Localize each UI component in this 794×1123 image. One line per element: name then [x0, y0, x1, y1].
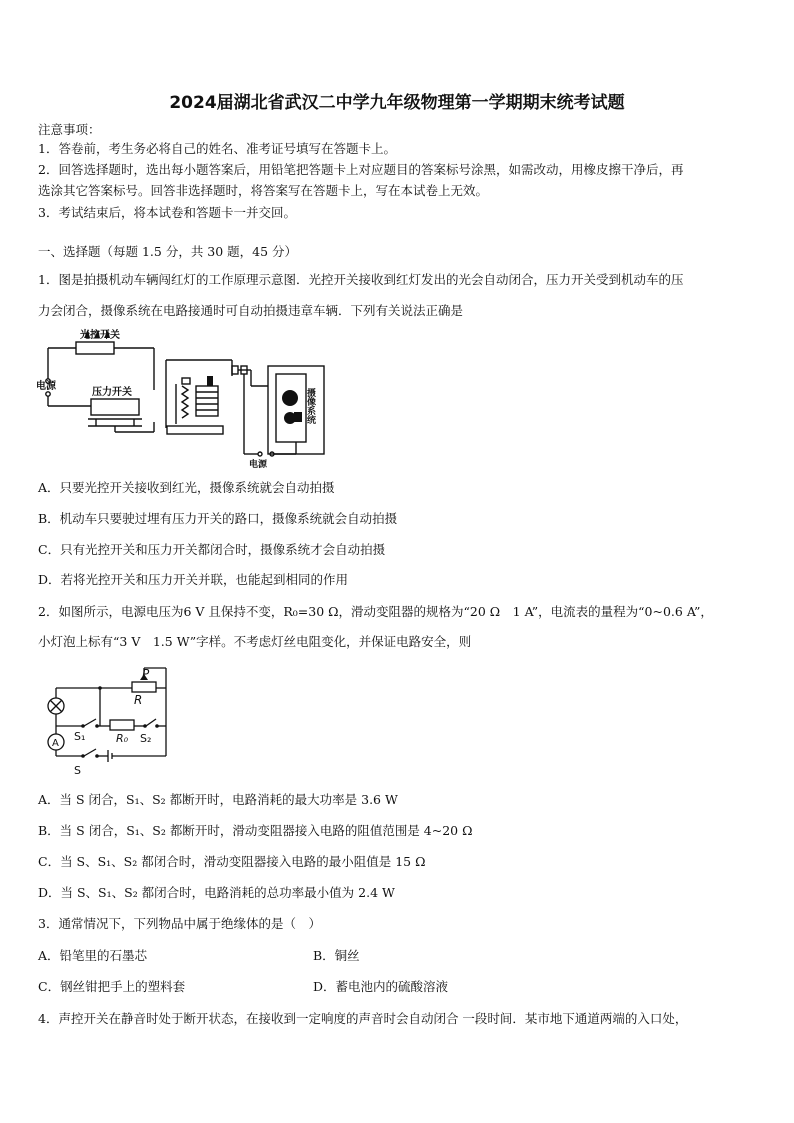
- q3-stem: 3．通常情况下，下列物品中属于绝缘体的是（ ）: [38, 916, 321, 931]
- pressure-switch-label: 压力开关: [92, 387, 132, 398]
- notice-heading: 注意事项：: [38, 122, 101, 137]
- notice-item: 1．答卷前，考生务必将自己的姓名、准考证号填写在答题卡上。: [38, 141, 396, 156]
- section-heading: 一、选择题（每题 1.5 分，共 30 题，45 分）: [38, 244, 298, 259]
- page-title: 2024届湖北省武汉二中学九年级物理第一学期期末统考试题: [169, 93, 625, 113]
- power-label: 电源: [249, 460, 268, 470]
- q1-option-a: A．只要光控开关接收到红光，摄像系统就会自动拍摄: [38, 480, 335, 495]
- q4-stem: 4．声控开关在静音时处于断开状态，在接收到一定响度的声音时会自动闭合 一段时间．某市地下通道两端的入口处，: [38, 1011, 688, 1026]
- q2-circuit-diagram: [36, 664, 176, 778]
- q3-option-d: D．蓄电池内的硫酸溶液: [313, 979, 449, 994]
- light-switch-label: 光控开关: [80, 330, 120, 341]
- q1-stem: 1．图是拍摄机动车辆闯红灯的工作原理示意图．光控开关接收到红灯发出的光会自动闭合，压力开关受到机动车的压: [38, 272, 684, 287]
- notice-item: 3．考试结束后，将本试卷和答题卡一并交回。: [38, 205, 296, 220]
- notice-item: 选涂其它答案标号。回答非选择题时，将答案写在答题卡上，写在本试卷上无效。: [38, 183, 489, 198]
- switch-s1-label: S₁: [74, 730, 86, 743]
- resistor-r0-label: R₀: [116, 732, 129, 745]
- q1-circuit-diagram: [36, 326, 336, 471]
- notice-item: 2．回答选择题时，选出每小题答案后，用铅笔把答题卡上对应题目的答案标号涂黑，如需改动，用橡皮擦干净后，再: [38, 162, 684, 177]
- power-label: 电源: [36, 381, 56, 392]
- q3-option-c: C．钢丝钳把手上的塑料套: [38, 979, 186, 994]
- q1-option-b: B．机动车只要驶过埋有压力开关的路口，摄像系统就会自动拍摄: [38, 511, 398, 526]
- switch-s2-label: S₂: [140, 732, 152, 745]
- q1-stem: 力会闭合，摄像系统在电路接通时可自动拍摄违章车辆．下列有关说法正确是: [38, 303, 464, 318]
- camera-label: 摄像系统: [305, 388, 315, 424]
- q1-option-d: D．若将光控开关和压力开关并联，也能起到相同的作用: [38, 572, 349, 587]
- q3-option-b: B．铜丝: [313, 948, 360, 963]
- q2-option-d: D．当 S、S₁、S₂ 都闭合时，电路消耗的总功率最小值为 2.4 W: [38, 885, 395, 900]
- switch-s-label: S: [74, 764, 81, 777]
- q2-stem: 小灯泡上标有“3 V 1.5 W”字样。不考虑灯丝电阻变化，并保证电路安全，则: [38, 634, 472, 649]
- slider-p-label: P: [142, 667, 150, 681]
- q2-option-b: B．当 S 闭合，S₁、S₂ 都断开时，滑动变阻器接入电路的阻值范围是 4~20 Ω: [38, 823, 473, 838]
- q2-option-a: A．当 S 闭合，S₁、S₂ 都断开时，电路消耗的最大功率是 3.6 W: [38, 792, 398, 807]
- q1-option-c: C．只有光控开关和压力开关都闭合时，摄像系统才会自动拍摄: [38, 542, 386, 557]
- q3-option-a: A．铅笔里的石墨芯: [38, 948, 148, 963]
- rheostat-label: R: [134, 693, 143, 707]
- q2-stem: 2．如图所示，电源电压为6 V 且保持不变，R₀=30 Ω，滑动变阻器的规格为“20 Ω 1 A”，电流表的量程为“0~0.6 A”，: [38, 604, 713, 619]
- ammeter-label: A: [52, 738, 59, 749]
- q2-option-c: C．当 S、S₁、S₂ 都闭合时，滑动变阻器接入电路的最小阻值是 15 Ω: [38, 854, 426, 869]
